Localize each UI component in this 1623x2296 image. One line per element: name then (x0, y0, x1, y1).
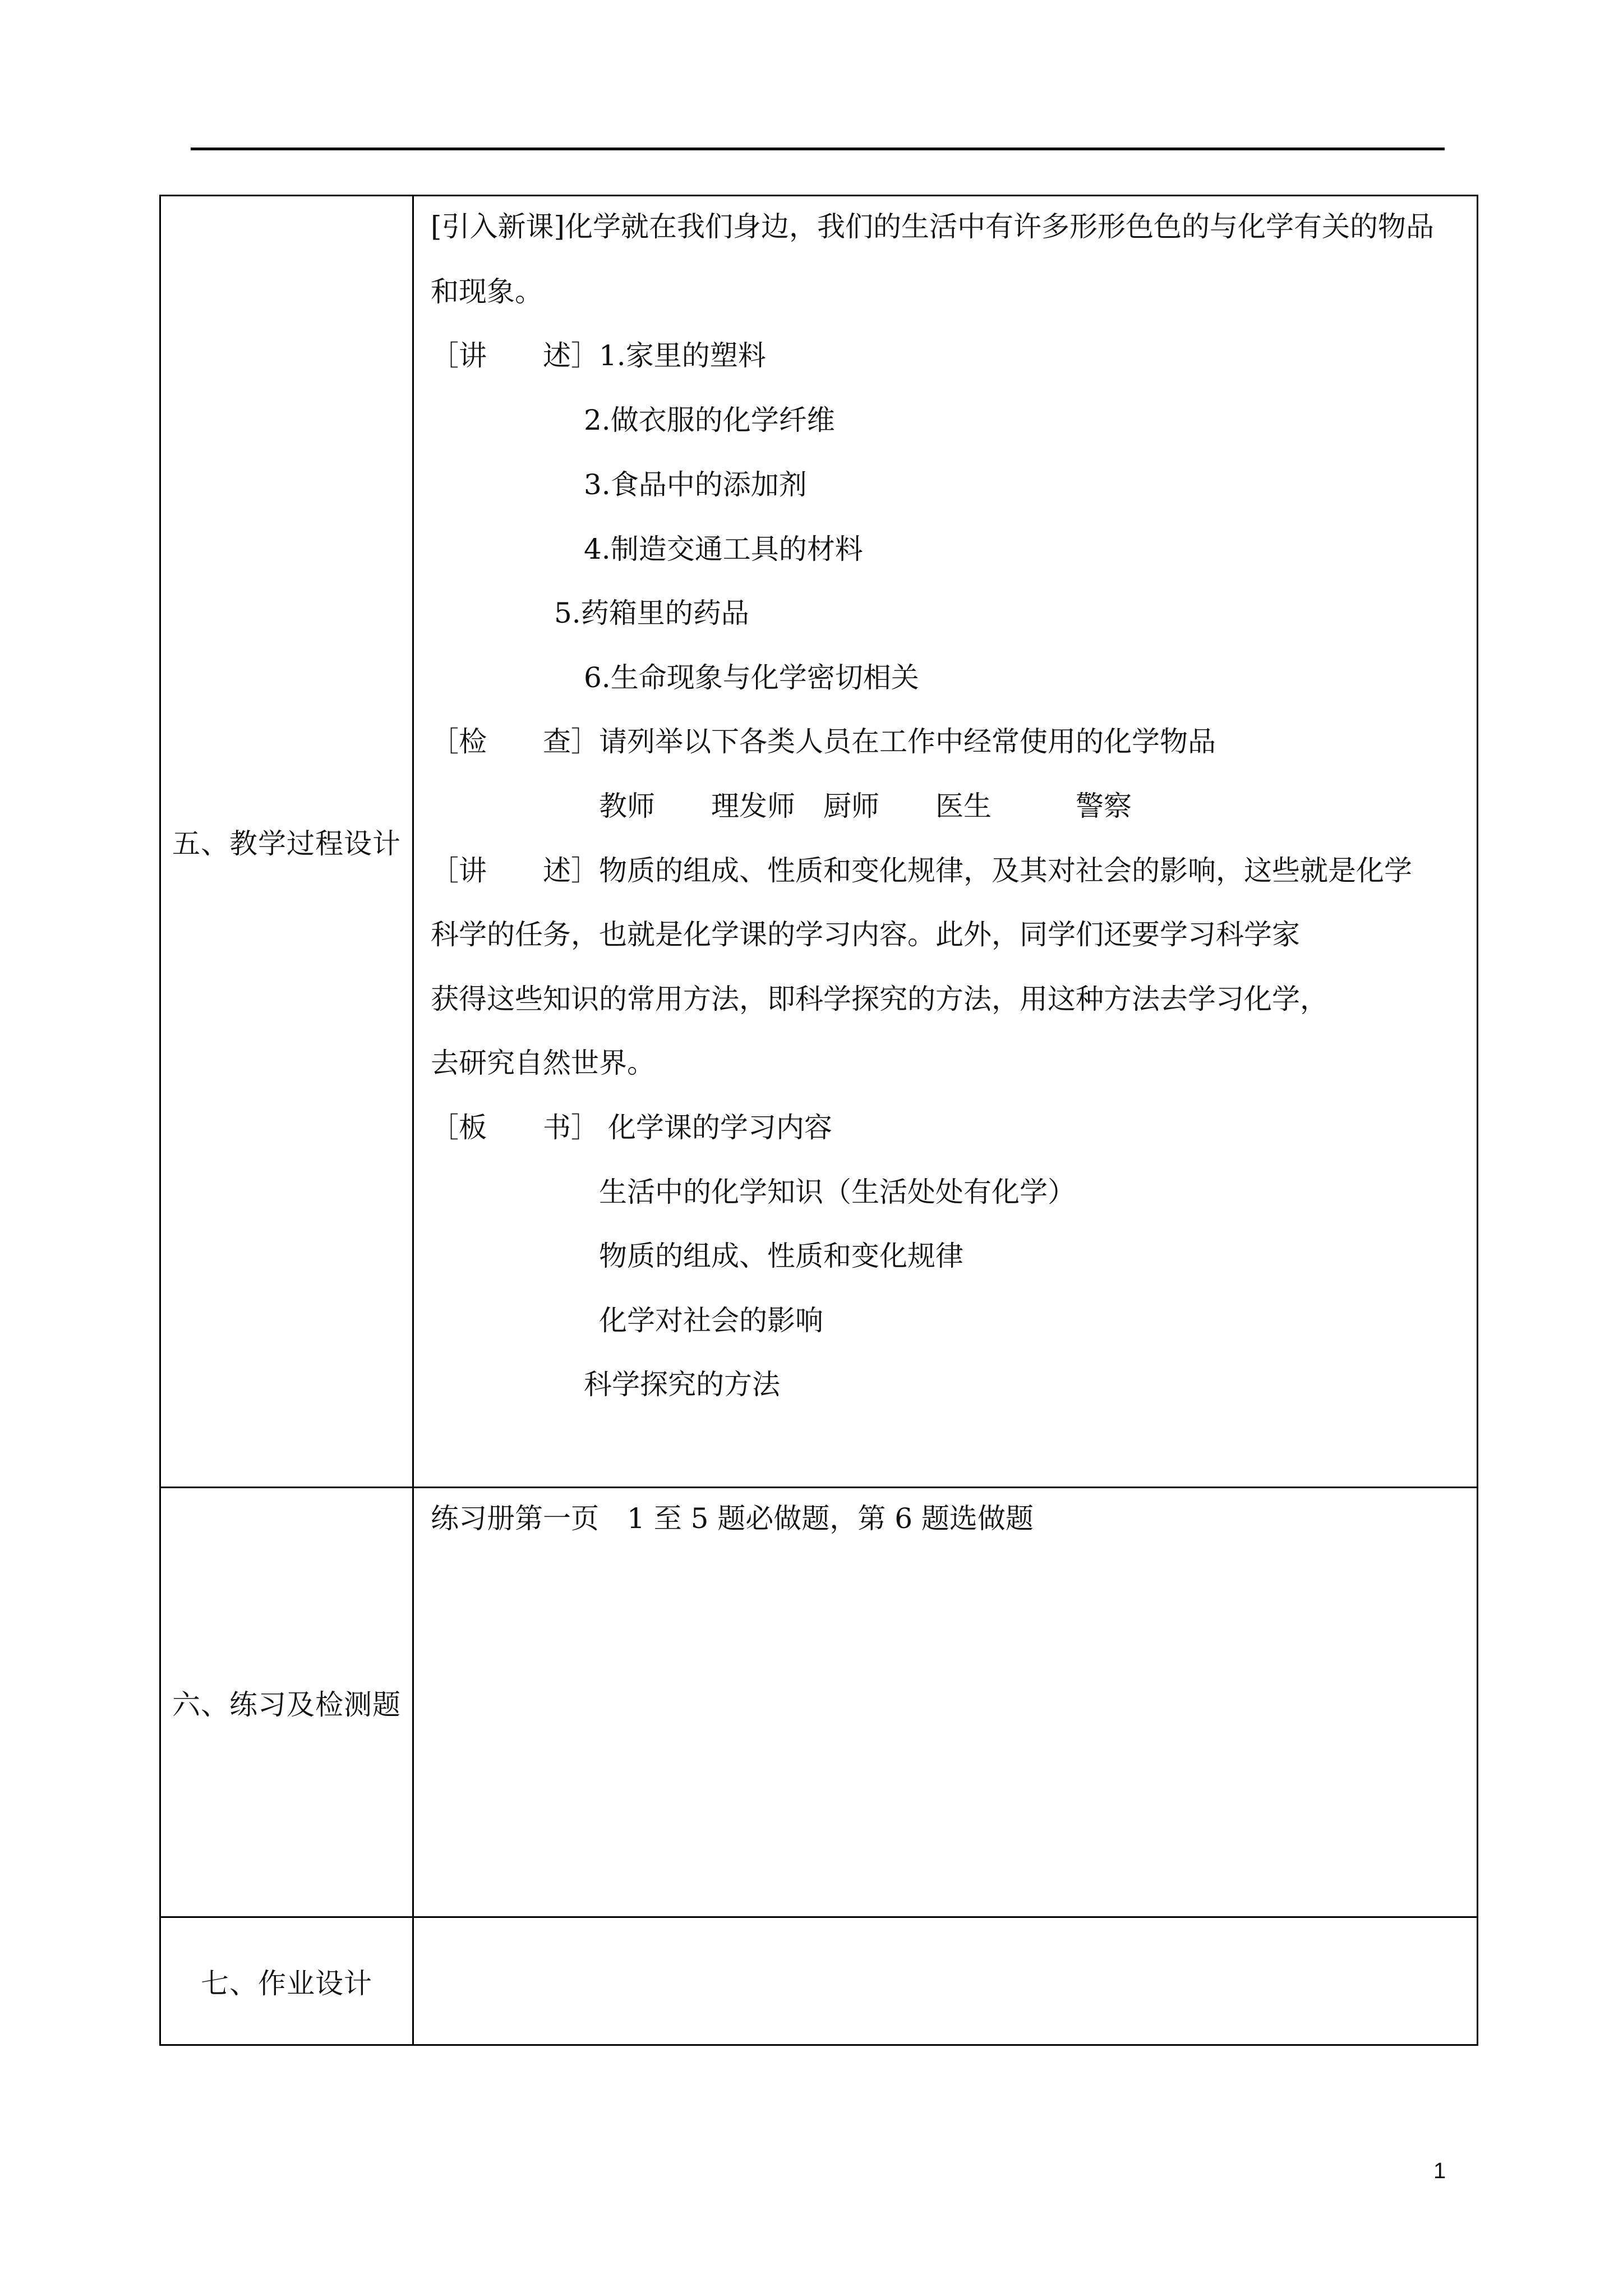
section-7-label: 七、作业设计 (160, 1917, 413, 2045)
lecture-item-3: 3.食品中的添加剂 (584, 468, 807, 501)
section-6-label: 六、练习及检测题 (160, 1488, 413, 1917)
lecture-item-5: 5.药箱里的药品 (554, 597, 749, 629)
intro-line-1: [引入新课]化学就在我们身边，我们的生活中有许多形形色色的与化学有关的物品 (431, 210, 1435, 243)
table-row (160, 196, 1478, 1488)
lecture-2-line-2: 科学的任务，也就是化学课的学习内容。此外，同学们还要学习科学家 (431, 918, 1300, 951)
board-heading: ［板 书］ 化学课的学习内容 (431, 1111, 832, 1144)
board-item-4: 科学探究的方法 (584, 1368, 780, 1401)
section-6-content (413, 1488, 1478, 1917)
page-number: 1 (1433, 2159, 1446, 2183)
board-item-3: 化学对社会的影响 (599, 1304, 823, 1337)
section-7-content (413, 1917, 1478, 2045)
table-row (160, 1917, 1478, 2045)
section-5-label: 五、教学过程设计 (160, 196, 413, 1488)
board-item-1: 生活中的化学知识（生活处处有化学） (599, 1176, 1076, 1208)
board-item-2: 物质的组成、性质和变化规律 (599, 1240, 963, 1272)
lecture-item-4: 4.制造交通工具的材料 (584, 533, 863, 565)
lecture-2-line-4: 去研究自然世界。 (431, 1047, 655, 1079)
lesson-plan-table (159, 195, 1478, 2046)
lecture-2-line-3: 获得这些知识的常用方法，即科学探究的方法，用这种方法去学习化学， (431, 983, 1328, 1015)
lecture-item-6: 6.生命现象与化学密切相关 (584, 661, 919, 694)
lecture-item-2: 2.做衣服的化学纤维 (584, 404, 835, 436)
header-rule (191, 148, 1445, 150)
intro-line-2: 和现象。 (431, 275, 543, 308)
table-row (160, 1488, 1478, 1917)
lecture-item-1: ［讲 述］1.家里的塑料 (431, 339, 766, 372)
lecture-2-line-1: ［讲 述］物质的组成、性质和变化规律，及其对社会的影响，这些就是化学 (431, 854, 1412, 887)
check-prompt: ［检 查］请列举以下各类人员在工作中经常使用的化学物品 (431, 725, 1216, 758)
occupation-list: 教师 理发师 厨师 医生 警察 (599, 790, 1132, 822)
exercise-text: 练习册第一页 1 至 5 题必做题，第 6 题选做题 (431, 1502, 1034, 1535)
section-5-content (413, 196, 1478, 1488)
